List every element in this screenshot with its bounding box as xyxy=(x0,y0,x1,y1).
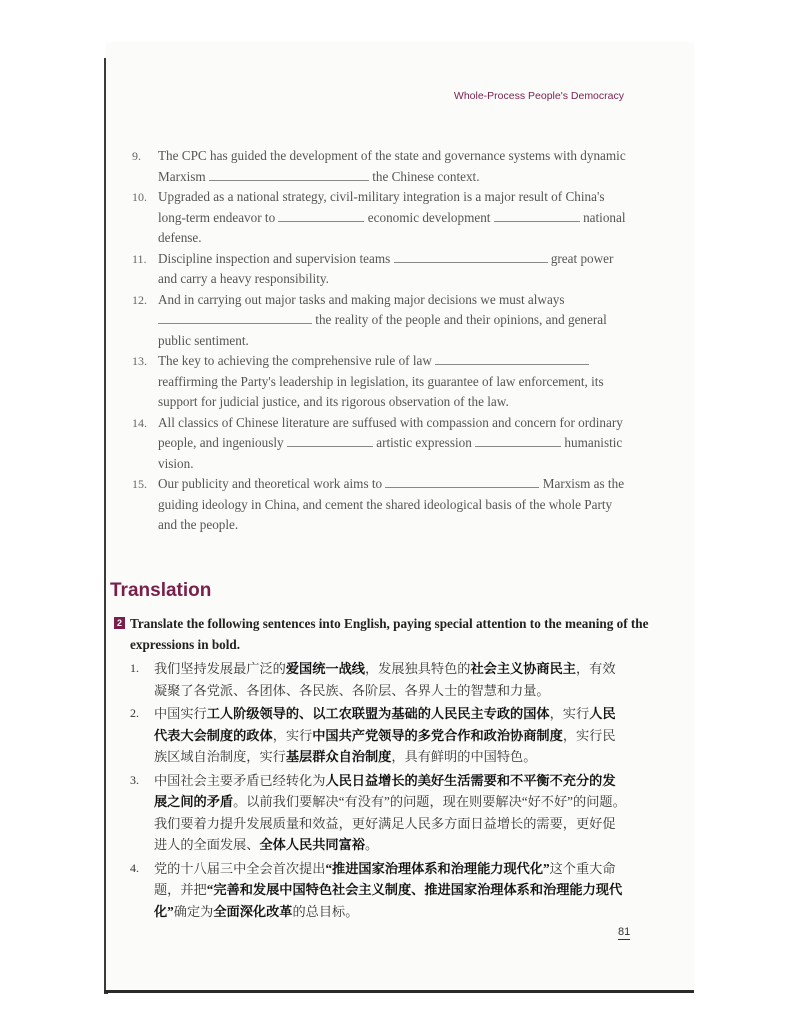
bold-expression: 全面深化改革 xyxy=(213,903,293,919)
exercise-list xyxy=(128,146,628,536)
translation-instruction xyxy=(114,613,650,655)
translation-item-2 xyxy=(128,703,628,768)
exercise-number: 15. xyxy=(132,477,147,491)
exercise-item-10 xyxy=(128,187,628,249)
exercise-number: 10. xyxy=(132,190,147,204)
bold-expression: “推进国家治理体系和治理能力现代化” xyxy=(325,860,550,876)
bold-expression: 工人阶级领导的、以工农联盟为基础的人民民主专政的国体 xyxy=(206,706,550,721)
exercise-text: great power and carry a heavy responsibility. xyxy=(158,250,614,286)
exercise-number: 13. xyxy=(132,354,147,368)
translation-list xyxy=(128,658,628,924)
exercise-text: reaffirming the Party's leadership in legislation, its guarantee of law enforcement, its support for judicial justice, and its rigorous observation of the law. xyxy=(158,373,604,409)
bold-expression: 基层群众自治制度 xyxy=(285,749,392,764)
sentence-text: ，实行 xyxy=(272,727,313,743)
translation-item-4 xyxy=(128,858,628,923)
instruction-text: Translate the following sentences into English, paying special attention to the meaning of the expressions in bold. xyxy=(130,616,649,652)
answer-blank[interactable] xyxy=(209,168,369,181)
exercise-number: 12. xyxy=(132,292,147,307)
exercise-text: Discipline inspection and supervision teams xyxy=(158,250,394,266)
exercise-text: All classics of Chinese literature are suffused with compassion and concern for ordinary people, and ingeniously xyxy=(158,414,623,450)
exercise-number: 14. xyxy=(132,415,147,430)
exercise-item-12 xyxy=(128,290,628,352)
translation-item-1 xyxy=(128,658,628,701)
sentence-text: ，实行 xyxy=(549,706,590,721)
exercise-item-9 xyxy=(128,146,628,187)
exercise-text: Our publicity and theoretical work aims to xyxy=(158,476,386,491)
exercise-text: Upgraded as a national strategy, civil-military integration is a major result of China's long-term endeavor to xyxy=(158,189,605,225)
answer-blank[interactable] xyxy=(287,434,373,447)
translation-number: 4. xyxy=(130,860,139,875)
translation-number: 1. xyxy=(130,661,139,675)
sentence-text: ，具有鲜明的中国特色。 xyxy=(391,749,537,764)
exercise-item-13 xyxy=(128,351,628,413)
bold-expression: 中国共产党领导的多党合作和政治协商制度 xyxy=(312,727,563,743)
section-title-translation: Translation xyxy=(110,580,212,601)
bold-expression: 人民日益增长的美好生活需要和不平衡不充分的发展之间的矛盾 xyxy=(154,772,616,809)
bold-expression: “完善和发展中国特色社会主义制度、推进国家治理体系和治理能力现代化” xyxy=(154,882,623,919)
exercise-item-14 xyxy=(128,413,628,475)
exercise-text: The CPC has guided the development of the state and governance systems with dynamic Marxism xyxy=(158,148,626,184)
sentence-text: 这个重大命题，并把 xyxy=(154,860,616,897)
sentence-text: 确定为 xyxy=(173,903,214,919)
answer-blank[interactable] xyxy=(278,209,364,222)
bold-expression: 人民代表大会制度的政体 xyxy=(154,706,616,743)
answer-blank[interactable] xyxy=(394,250,548,263)
sentence-text: ，有效凝聚了各党派、各团体、各民族、各阶层、各界人士的智慧和力量。 xyxy=(154,661,616,698)
exercise-text: economic development xyxy=(364,209,494,225)
book-page xyxy=(106,42,694,992)
exercise-text: Marxism as the guiding ideology in China, and cement the shared ideological basis of the whole Party and the people. xyxy=(158,476,625,532)
exercise-item-15 xyxy=(128,474,628,536)
exercise-text: humanistic vision. xyxy=(158,435,623,471)
bold-expression: 全体人民共同富裕 xyxy=(259,837,365,852)
sentence-text: 我们坚持发展最广泛的 xyxy=(154,661,286,676)
exercise-text: national defense. xyxy=(158,209,626,245)
sentence-text: ，实行民族区域自治制度，实行 xyxy=(154,727,616,764)
translation-item-3 xyxy=(128,770,628,856)
sentence-text: ，发展独具特色的 xyxy=(365,661,471,676)
exercise-number: 11. xyxy=(132,251,147,266)
running-header: Whole-Process People's Democracy xyxy=(453,90,624,102)
book-bottom-edge xyxy=(104,990,694,993)
sentence-text: 。 xyxy=(365,837,379,852)
translation-number: 2. xyxy=(130,706,139,720)
exercise-text: And in carrying out major tasks and making major decisions we must always xyxy=(158,291,565,307)
exercise-text: artistic expression xyxy=(372,435,476,450)
sentence-text: 党的十八届三中全会首次提出 xyxy=(154,860,326,876)
sentence-text: 的总目标。 xyxy=(292,903,359,919)
exercise-badge: 2 xyxy=(114,617,125,629)
sentence-text: 。以前我们要解决“有没有”的问题，现在则要解决“好不好”的问题。我们要着力提升发展质量和效益，更好满足人民多方面日益增长的需要，更好促进人的全面发展、 xyxy=(154,794,626,852)
answer-blank[interactable] xyxy=(435,352,589,365)
answer-blank[interactable] xyxy=(494,209,580,222)
exercise-text: the Chinese context. xyxy=(368,168,480,184)
answer-blank[interactable] xyxy=(475,434,561,447)
sentence-text: 中国实行 xyxy=(154,706,207,721)
exercise-text: the reality of the people and their opinions, and general public sentiment. xyxy=(158,312,607,348)
exercise-text: The key to achieving the comprehensive rule of law xyxy=(158,353,436,368)
answer-blank[interactable] xyxy=(158,311,312,324)
bold-expression: 社会主义协商民主 xyxy=(470,661,576,676)
translation-number: 3. xyxy=(130,772,139,787)
sentence-text: 中国社会主要矛盾已经转化为 xyxy=(154,772,326,788)
answer-blank[interactable] xyxy=(385,475,539,488)
page-number: 81 xyxy=(618,926,631,938)
exercise-number: 9. xyxy=(132,149,141,163)
exercise-item-11 xyxy=(128,249,628,290)
bold-expression: 爱国统一战线 xyxy=(285,661,365,676)
